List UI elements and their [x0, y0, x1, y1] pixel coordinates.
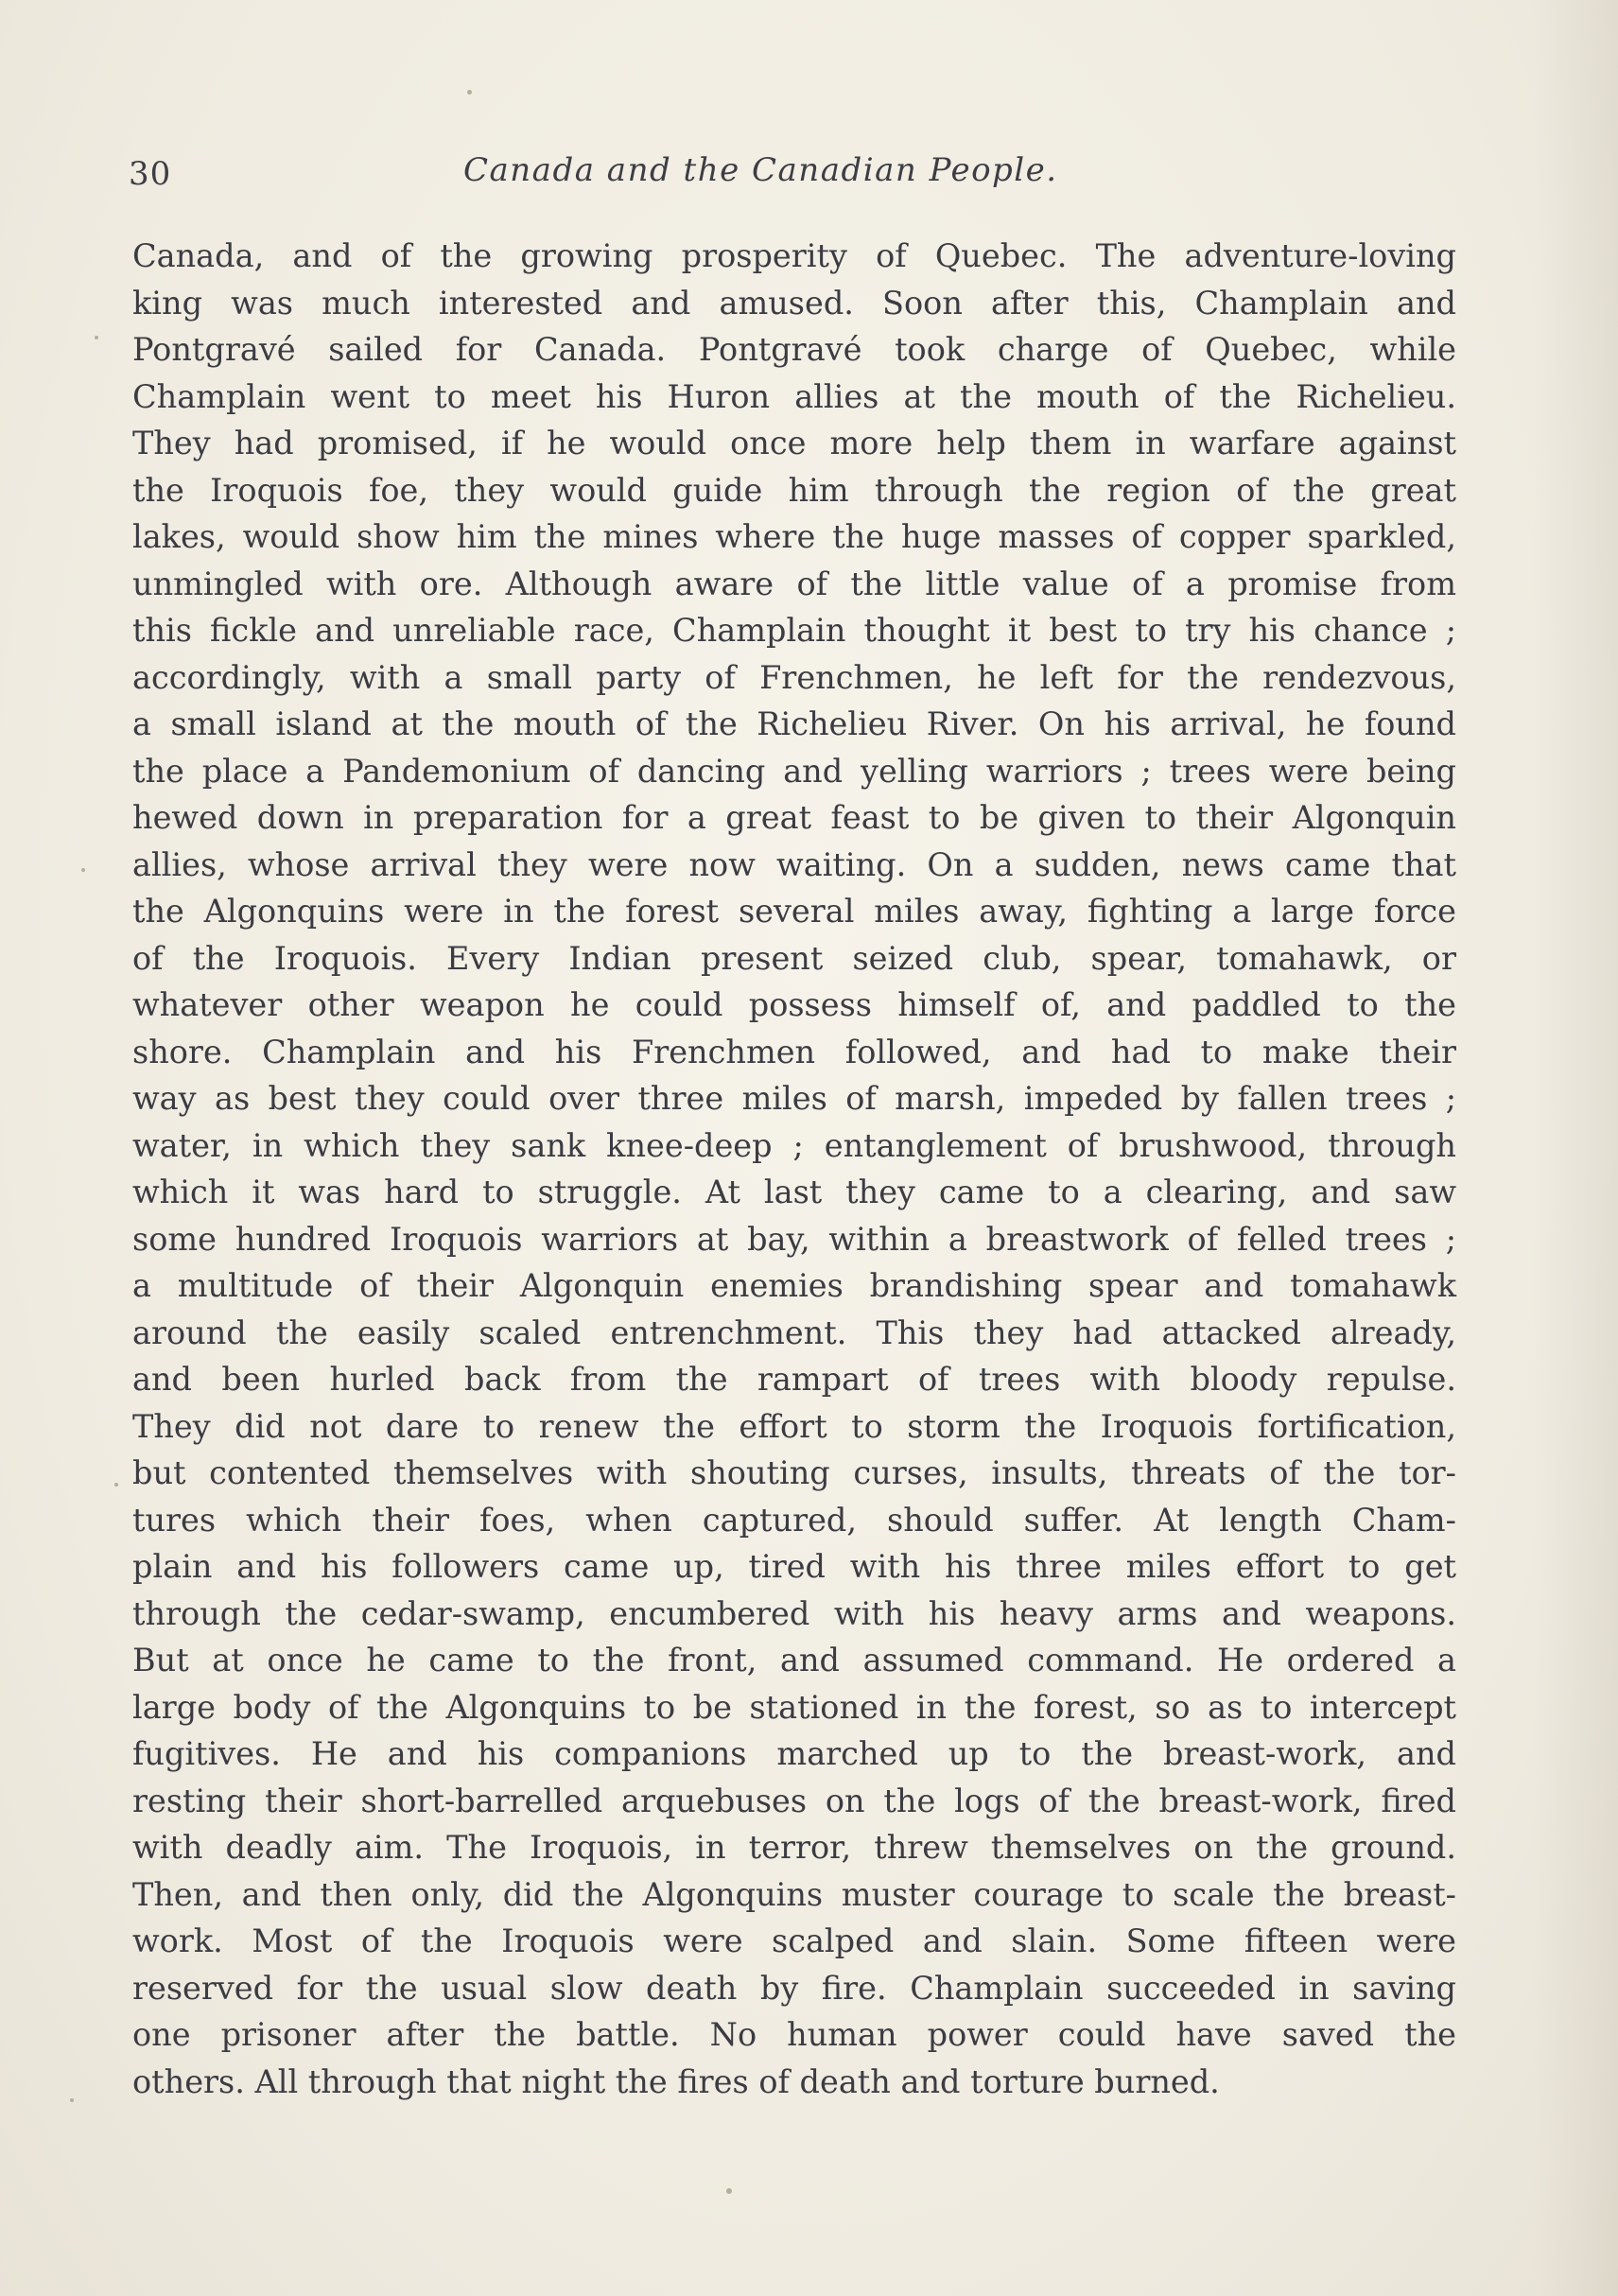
paper-speck [114, 1483, 118, 1487]
text-line: of the Iroquois. Every Indian present seized club, spear, tomahawk, or [132, 939, 1456, 977]
body-text [132, 233, 1456, 2105]
text-line: unmingled with ore. Although aware of the little value of a promise from [132, 565, 1456, 602]
page-edge-shading [1533, 0, 1618, 2296]
text-line: way as best they could over three miles of marsh, impeded by fallen trees ; [132, 1080, 1456, 1117]
text-line: plain and his followers came up, tired with his three miles effort to get [132, 1548, 1456, 1585]
text-line: through the cedar-swamp, encumbered with his heavy arms and weapons. [132, 1594, 1456, 1632]
text-line: resting their short-barrelled arquebuses on the logs of the breast-work, fired [132, 1782, 1456, 1819]
page-number: 30 [129, 155, 172, 193]
paper-speck [467, 90, 472, 95]
text-line: whatever other weapon he could possess himself of, and paddled to the [132, 986, 1456, 1023]
text-line: reserved for the usual slow death by fire. Champlain succeeded in saving [132, 1969, 1456, 2007]
text-line: which it was hard to struggle. At last they came to a clearing, and saw [132, 1174, 1456, 1210]
text-line: fugitives. He and his companions marched up to the breast-work, and [132, 1735, 1456, 1772]
text-line: but contented themselves with shouting curses, insults, threats of the tor- [132, 1454, 1456, 1491]
text-line: around the easily scaled entrenchment. This they had attacked already, [132, 1313, 1456, 1351]
text-line: Canada, and of the growing prosperity of Quebec. The adventure-loving [132, 237, 1456, 274]
paper-speck [70, 2098, 74, 2102]
text-line: with deadly aim. The Iroquois, in terror, threw themselves on the ground. [132, 1829, 1456, 1866]
paper-speck [726, 2188, 732, 2194]
text-line: this fickle and unreliable race, Champlain thought it best to try his chance ; [132, 612, 1456, 649]
text-line: one prisoner after the battle. No human power could have saved the [132, 2016, 1456, 2053]
text-line: the Algonquins were in the forest several miles away, fighting a large force [132, 893, 1456, 930]
page-header [129, 151, 1453, 208]
text-line: But at once he came to the front, and assumed command. He ordered a [132, 1642, 1456, 1679]
text-line: and been hurled back from the rampart of trees with bloody repulse. [132, 1361, 1456, 1398]
text-line: allies, whose arrival they were now waiting. On a sudden, news came that [132, 845, 1456, 883]
text-line: work. Most of the Iroquois were scalped and slain. Some fifteen were [132, 1922, 1456, 1959]
text-line: Pontgravé sailed for Canada. Pontgravé took charge of Quebec, while [132, 331, 1456, 368]
text-line: tures which their foes, when captured, should suffer. At length Cham- [132, 1501, 1456, 1539]
paper-speck [81, 868, 85, 872]
text-line: large body of the Algonquins to be stationed in the forest, so as to intercept [132, 1688, 1456, 1726]
text-line: water, in which they sank knee-deep ; entanglement of brushwood, through [132, 1126, 1456, 1164]
text-line: hewed down in preparation for a great feast to be given to their Algonquin [132, 799, 1456, 836]
text-line: a multitude of their Algonquin enemies brandishing spear and tomahawk [132, 1267, 1456, 1304]
text-line: some hundred Iroquois warriors at bay, within a breastwork of felled trees ; [132, 1220, 1456, 1258]
text-line: Then, and then only, did the Algonquins muster courage to scale the breast- [132, 1875, 1456, 1913]
text-line: king was much interested and amused. Soon after this, Champlain and [132, 284, 1456, 322]
running-title: Canada and the Canadian People. [463, 151, 1058, 189]
text-line: lakes, would show him the mines where the huge masses of copper sparkled, [132, 518, 1456, 555]
text-line: They had promised, if he would once more help them in warfare against [132, 425, 1456, 461]
text-line: others. All through that night the fires of death and torture burned. [132, 2062, 1220, 2100]
text-line: shore. Champlain and his Frenchmen followed, and had to make their [132, 1033, 1456, 1070]
paper-speck [95, 336, 98, 339]
text-line: They did not dare to renew the effort to storm the Iroquois fortification, [132, 1407, 1456, 1445]
text-line: Champlain went to meet his Huron allies at the mouth of the Richelieu. [132, 377, 1456, 415]
text-line: accordingly, with a small party of Frenchmen, he left for the rendezvous, [132, 658, 1456, 696]
text-line: a small island at the mouth of the Richelieu River. On his arrival, he found [132, 705, 1456, 742]
text-line: the Iroquois foe, they would guide him through the region of the great [132, 471, 1456, 509]
text-line: the place a Pandemonium of dancing and yelling warriors ; trees were being [132, 752, 1456, 790]
